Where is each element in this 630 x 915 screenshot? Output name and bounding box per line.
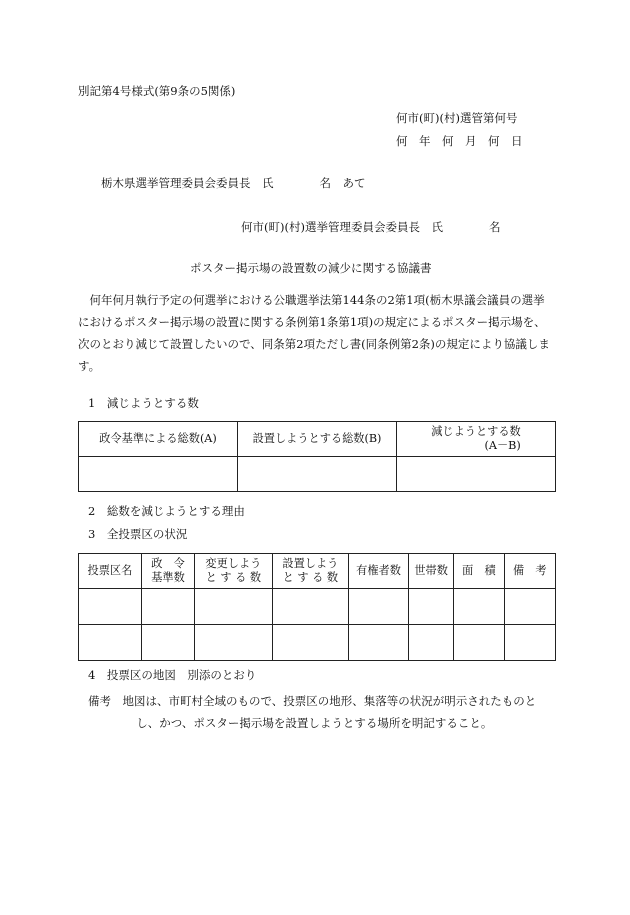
cell-blank [238,457,397,492]
cell-blank [504,589,555,625]
cell-blank [141,589,194,625]
cell-blank [409,625,454,661]
col-reduction-label: 減じようとする数 [431,425,521,438]
cell-blank [454,625,504,661]
cell-blank [195,589,272,625]
remarks-line2: し、かつ、ポスター掲示場を設置しようとする場所を明記すること。 [136,716,493,730]
remarks-line1: 地図は、市町村全域のもので、投票区の地形、集落等の状況が明示されたものと [122,694,537,708]
col-reduction [397,422,556,457]
col-planned-count: 設置しよう と す る 数 [272,554,349,589]
remarks-note [88,690,558,734]
document-title: ポスター掲示場の設置数の減少に関する協議書 [190,261,432,275]
section4-heading: 4 投票区の地図 別添のとおり [88,668,257,682]
cell-blank [195,625,272,661]
body-text: 何年何月執行予定の何選挙における公職選挙法第144条の2第1項(栃木県議会議員の選挙におけるポスター掲示場の設置に関する条例第1条第1項)の規定によるポスター掲示場を、次のとおり減じて設置したいので、同条第2項ただし書(同条例第2条)の規定により協議します。 [78,293,550,373]
cell-blank [79,625,142,661]
cell-blank [349,625,409,661]
section3-heading: 3 全投票区の状況 [88,527,188,541]
cell-blank [79,589,142,625]
cell-blank [397,457,556,492]
cell-blank [409,589,454,625]
body-paragraph [78,289,556,377]
document-date: 何 年 何 月 何 日 [396,134,523,148]
section1-heading: 1 減じようとする数 [88,396,199,410]
cell-blank [272,589,349,625]
col-households: 世帯数 [409,554,454,589]
reduction-table [78,421,556,492]
col-legal-standard-total: 政令基準による総数(A) [79,422,238,457]
col-area: 面 積 [454,554,504,589]
col-district-name: 投票区名 [79,554,142,589]
cell-blank [272,625,349,661]
cell-blank [79,457,238,492]
cell-blank [454,589,504,625]
col-standard-count: 政 令 基準数 [141,554,194,589]
col-changed-count: 変更しよう と す る 数 [195,554,272,589]
section2-heading: 2 総数を減じようとする理由 [88,504,245,518]
district-status-table [78,553,556,661]
document-number: 何市(町)(村)選管第何号 [396,111,518,125]
cell-blank [141,625,194,661]
col-reduction-formula: (A－B) [484,439,521,452]
col-voters: 有権者数 [349,554,409,589]
sender: 何市(町)(村)選挙管理委員会委員長 氏 名 [241,220,501,234]
cell-blank [349,589,409,625]
remarks-label: 備考 [88,694,111,708]
cell-blank [504,625,555,661]
col-remarks: 備 考 [504,554,555,589]
form-reference: 別記第4号様式(第9条の5関係) [78,84,236,98]
addressee: 栃木県選挙管理委員会委員長 氏 名 あて [101,176,366,190]
col-planned-total: 設置しようとする総数(B) [238,422,397,457]
